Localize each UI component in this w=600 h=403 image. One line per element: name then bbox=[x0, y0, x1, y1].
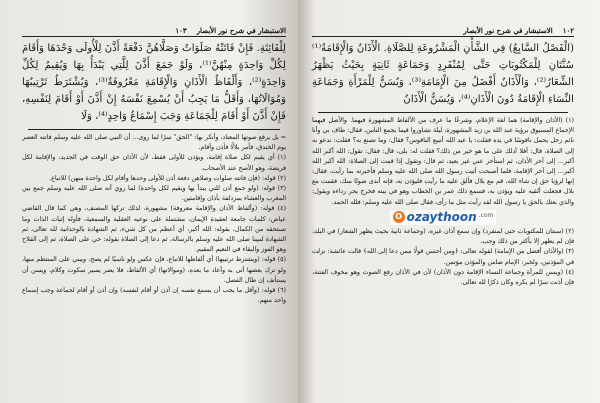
footnote-divider bbox=[28, 129, 280, 130]
footnote-divider bbox=[318, 112, 568, 113]
logo-icon: O bbox=[393, 211, 405, 223]
logo-name: ozaythoon bbox=[406, 210, 477, 225]
page-number: ١٠٢ bbox=[562, 26, 574, 35]
page-header bbox=[312, 22, 574, 37]
footnote: (٣) (والأذان أفضل من الإمامة) لقوله تعالى: ﴿ومن أحسن قولًا ممن دعا إلى الله﴾ قالت عائشة: نزلت في المؤذنين، ولخبر: الإمام ضامن والمؤذن مؤتمن. bbox=[312, 248, 574, 266]
page-number: ١٠٣ bbox=[175, 26, 187, 35]
page-header bbox=[22, 22, 286, 37]
main-text: (الْفَصْلُ السَّابِعُ) فِي الشَّأْنِ الْمَشْرُوعَةِ لِلصَّلَاةِ. الْأَذَانُ وَالْإِقَامَةُ⁽¹⁾ سُنَّتَانِ لِلْمَكْتُوبَاتِ حَتَّى لِمُنْفَرِدٍ وَجَمَاعَةٍ ثَانِيَةٍ بِحَيْثُ يَظْهَرُ الشِّعَارُ⁽²⁾، وَالْأَذَانُ أَفْضَلُ مِنَ الْإِمَامَةِ⁽³⁾، وَيُسَنُّ لِلْمَرْأَةِ وَجَمَاعَةِ النِّسَاءِ الْإِقَامَةُ دُونَ الْأَذَانِ⁽⁴⁾، وَيُسَنُّ الْأَذَانُ bbox=[312, 43, 574, 105]
footnote: (٣) قوله: (ولو جمع أذن للتي يبدأ بها ويقيم لكل واحدة) لما روي أنه صلى الله عليه وسلم جمع بين المغرب والعشاء بمزدلفة بأذان وإقامتين. bbox=[22, 185, 286, 203]
right-page bbox=[298, 0, 600, 403]
footnote: = بل يرفع صوتها المعتاد، وأنكر بها: "الحق" سرًا لما روى... أن النبي صلى الله عليه وسلم فاتته العصر يوم الخندق، فأمر بلالًا فأذن وأقام. bbox=[22, 134, 286, 152]
footnotes bbox=[312, 116, 574, 288]
logo-domain: .com bbox=[478, 211, 494, 219]
footnote: (٥) قوله: (ويشترط ترتيبها) أي ألفاظها للاتباع، فإن عكس ولو ناسيًا لم يصح، ويبني على المنتظم منها، ولو ترك بعضها أتى به وأعاد ما بعده، (وموالاتها) أي الألفاظ، فلا يضر يسير سكوت وكلام، ويسن أن يستأنف إن طال الفصل. bbox=[22, 256, 286, 284]
header-title: الاستبشار في شرح نور الأبصار bbox=[463, 26, 553, 35]
footnote: (٢) قوله: (فإن فاتته صلوات وصلاهن دفعة أذن للأولى وحدها وأقام لكل واحدة منهن) للاتباع. bbox=[49, 174, 286, 182]
header-title: الاستبشار في شرح نور الأبصار bbox=[196, 26, 286, 35]
footnote: (٢) (سنتان للمكتوبات حتى لمنفرد) وإن سمع أذان غيره، (وجماعة ثانية بحيث يظهر الشعار) في البلد، فإن لم يظهر إلا بأكثر من ذلك وجب. bbox=[312, 228, 574, 246]
main-text: لِلْفَائِتَةِ. فَإِنْ فَاتَتْهُ صَلَوَاتٌ وَصَلَّاهُنَّ دَفْعَةً أَذَّنَ لِلْأُولَى وَحْدَهَا وَأَقَامَ لِكُلِّ وَاحِدَةٍ مِنْهُنَّ⁽¹⁾، وَلَوْ جَمَعَ أَذَّنَ لِلَّتِي يَبْدَأُ بِهَا وَيُقِيمُ لِكُلِّ وَاحِدَةٍ⁽²⁾، وَأَلْفَاظُ الْأَذَانِ وَالْإِقَامَةِ مَعْرُوفَةٌ⁽³⁾، وَيُشْتَرَطُ تَرْتِيبُهَا وَمُوَالَاتُهَا، وَأَقَلُّ مَا يَجِبُ أَنْ يُسْمِعَ نَفْسَهُ إِنْ أَذَّنَ أَوْ أَقَامَ لِنَفْسِهِ، فَإِنْ أَذَّنَ أَوْ أَقَامَ لِلْجَمَاعَةِ وَجَبَ إِسْمَاعُ وَاحِدٍ⁽⁴⁾، وَلَا bbox=[22, 43, 286, 122]
watermark-logo bbox=[390, 210, 497, 225]
footnote: (١) (الأذان والإقامة) هما لغة الإعلام، وشرعًا ما عرف من الألفاظ المشهورة فيهما. والأصل فيهما الإجماع المسبوق برؤية عبد الله بن زيد المشهورة، ليلة تشاوروا فيما يجمع الناس، فقال: طاف بي وأنا نائم رجل يحمل ناقوسًا في يده فقلت: يا عبد الله أتبيع الناقوس؟ فقال: وما تصنع به؟ فقلت: ندعو به إلى الصلاة، قال: أفلا أدلك على ما هو خير من ذلك؟ فقلت له: بلى، قال: فقال: تقول: الله أكبر الله أكبر... إلى آخر الأذان، ثم استأخر عني غير بعيد، ثم قال: وتقول إذا قمت إلى الصلاة: الله أكبر الله أكبر... إلى آخر الإقامة، فلما أصبحت أتيت رسول الله صلى الله عليه وسلم فأخبرته بما رأيت، فقال: إنها لرؤيا حق إن شاء الله، قم مع بلال فألق عليه ما رأيت فليؤذن به، فإنه أندى صوتًا منك، فقمت مع بلال فجعلت ألقيه عليه ويؤذن به، فسمع ذلك عمر بن الخطاب وهو في بيته فخرج يجر رداءه ويقول: والذي بعثك بالحق يا رسول الله لقد رأيت مثل ما رأى، فقال صلى الله عليه وسلم: فلله الحمد. bbox=[312, 117, 574, 206]
footnote: (١) أي يقيم لكل صلاة إقامة، ويؤذن للأولى فقط، لأن الأذان حق الوقت في الجديد، والإقامة لكل فريضة، وهو الأصح عند الأصحاب. bbox=[22, 154, 286, 172]
footnotes bbox=[22, 133, 286, 306]
footnote: (٤) قوله: (وألفاظ الأذان والإقامة معروفة) مشهورة، لذلك تركها المصنف، وهي كما قال القاضي عياض: كلمات جامعة لعقيدة الإيمان، مشتملة على نوعيه العقلية والسمعية، فأوله إثبات الذات وما تستحقه من الكمال، بقوله: الله أكبر، أي أعظم من كل شيء، ثم الشهادة بالوحدانية لله تعالى، ثم الشهادة لنبينا صلى الله عليه وسلم بالرسالة، ثم دعا إلى الصلاة بقوله: حي على الصلاة، ثم إلى الفلاح وهو الفوز والبقاء في النعيم المقيم. bbox=[22, 205, 286, 254]
footnote: (٦) قوله: (وأقل ما يجب أن يسمع نفسه إن أذن أو أقام لنفسه) وإن أذن أو أقام لجماعة وجب إسماع واحد منهم. bbox=[22, 287, 286, 305]
footnote: (٤) (ويسن للمرأة وجماعة النساء الإقامة دون الأذان) لأن في الأذان رفع الصوت وهو مخوف الفتنة، فإن أذنت سرًا لم يكره وكان ذكرًا لله تعالى. bbox=[312, 268, 574, 287]
left-page bbox=[0, 0, 298, 403]
